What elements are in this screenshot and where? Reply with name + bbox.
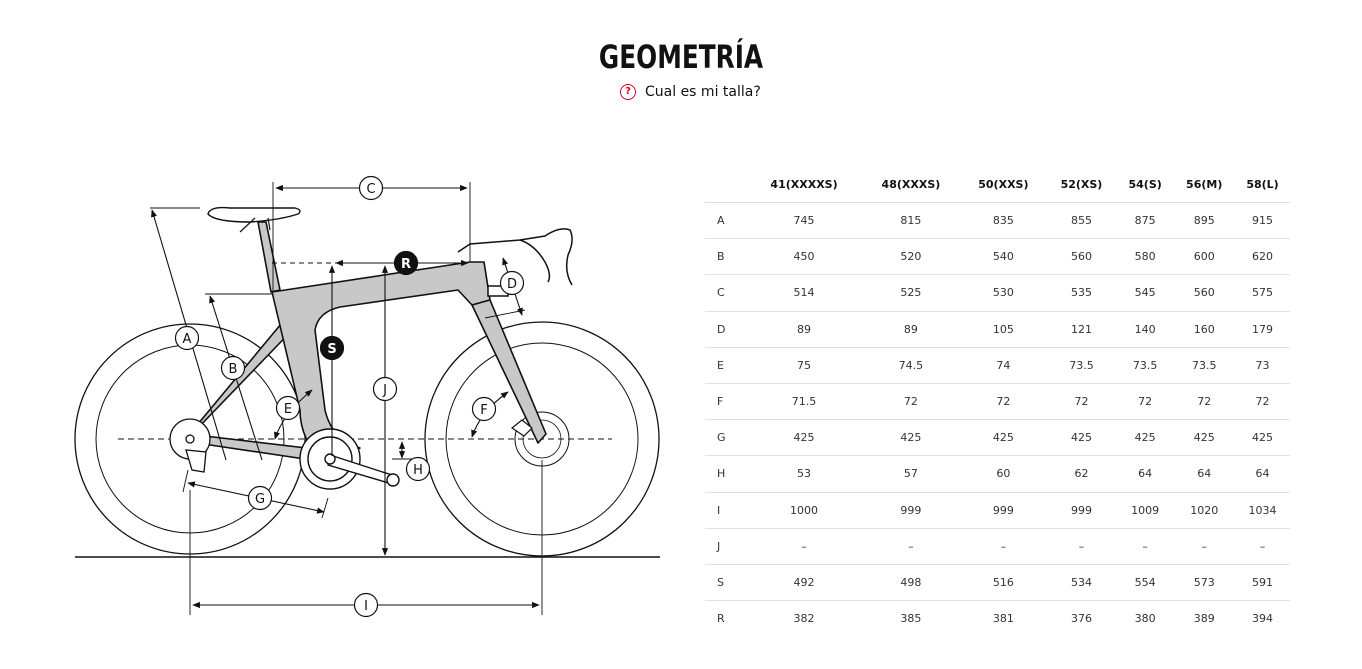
table-cell: 535 bbox=[1046, 275, 1117, 311]
table-row bbox=[705, 601, 1290, 637]
table-cell: 999 bbox=[961, 492, 1046, 528]
table-cell: – bbox=[1117, 528, 1174, 564]
table-cell: 516 bbox=[961, 564, 1046, 600]
row-label: C bbox=[705, 275, 747, 311]
svg-text:H: H bbox=[413, 463, 423, 478]
table-cell: 600 bbox=[1173, 239, 1235, 275]
rear-cassette bbox=[170, 419, 210, 472]
svg-text:F: F bbox=[480, 403, 488, 418]
table-cell: 545 bbox=[1117, 275, 1174, 311]
table-cell: 73.5 bbox=[1117, 347, 1174, 383]
table-row bbox=[705, 456, 1290, 492]
table-cell: 745 bbox=[747, 203, 861, 239]
table-cell: 394 bbox=[1252, 612, 1273, 626]
row-label: S bbox=[705, 564, 747, 600]
table-row bbox=[705, 347, 1290, 383]
table-cell: 73 bbox=[1235, 347, 1290, 383]
row-label: J bbox=[705, 528, 747, 564]
table-cell: 425 bbox=[861, 420, 961, 456]
table-cell: 514 bbox=[747, 275, 861, 311]
row-label: E bbox=[705, 347, 747, 383]
row-label: D bbox=[705, 311, 747, 347]
table-cell: 75 bbox=[747, 347, 861, 383]
page-title: GEOMETRÍA bbox=[598, 38, 764, 76]
table-cell: 1009 bbox=[1117, 492, 1174, 528]
svg-text:G: G bbox=[254, 492, 266, 507]
table-cell: 62 bbox=[1046, 456, 1117, 492]
dim-label-r bbox=[395, 252, 418, 275]
table-cell: 915 bbox=[1235, 203, 1290, 239]
table-cell: 72 bbox=[1173, 383, 1235, 419]
size-header: 54(S) bbox=[1117, 166, 1174, 203]
table-cell: 492 bbox=[747, 564, 861, 600]
svg-text:I: I bbox=[364, 599, 368, 614]
table-row bbox=[705, 311, 1290, 347]
dim-label-b bbox=[222, 357, 245, 380]
table-cell: 425 bbox=[1173, 420, 1235, 456]
svg-text:A: A bbox=[182, 332, 192, 347]
table-header-row bbox=[705, 166, 1290, 203]
size-header: 58(L) bbox=[1235, 166, 1290, 203]
table-cell: – bbox=[747, 528, 861, 564]
saddle bbox=[208, 208, 300, 222]
row-label: H bbox=[705, 456, 747, 492]
table-cell: 64 bbox=[1235, 456, 1290, 492]
table-cell: 74 bbox=[961, 347, 1046, 383]
dim-label-c bbox=[360, 177, 383, 200]
dim-label-g bbox=[249, 487, 272, 510]
table-cell: 554 bbox=[1117, 564, 1174, 600]
table-cell: 89 bbox=[861, 311, 961, 347]
table-body bbox=[705, 203, 1290, 637]
table-cell: 835 bbox=[961, 203, 1046, 239]
table-cell: 525 bbox=[861, 275, 961, 311]
dim-label-e bbox=[277, 397, 300, 420]
table-cell: 450 bbox=[747, 239, 861, 275]
table-cell: 73.5 bbox=[1173, 347, 1235, 383]
table-cell: 57 bbox=[861, 456, 961, 492]
size-header: 50(XXS) bbox=[961, 166, 1046, 203]
table-cell: 425 bbox=[1117, 420, 1174, 456]
table-row bbox=[705, 492, 1290, 528]
size-header: 52(XS) bbox=[1046, 166, 1117, 203]
table-cell: 575 bbox=[1235, 275, 1290, 311]
table-cell: 72 bbox=[961, 383, 1046, 419]
table-cell: 389 bbox=[1193, 612, 1215, 626]
table-cell: 382 bbox=[793, 612, 815, 626]
table-cell: 72 bbox=[1046, 383, 1117, 419]
size-header: 41(XXXXS) bbox=[747, 166, 861, 203]
table-cell: 73.5 bbox=[1046, 347, 1117, 383]
svg-text:C: C bbox=[366, 182, 376, 197]
table-cell: 160 bbox=[1173, 311, 1235, 347]
table-cell: 64 bbox=[1173, 456, 1235, 492]
table-cell: 381 bbox=[992, 612, 1014, 626]
table-cell: 895 bbox=[1173, 203, 1235, 239]
row-label: G bbox=[705, 420, 747, 456]
svg-text:S: S bbox=[327, 342, 337, 357]
svg-text:E: E bbox=[283, 402, 293, 417]
table-cell: – bbox=[1173, 528, 1235, 564]
table-row bbox=[705, 203, 1290, 239]
table-cell: 999 bbox=[861, 492, 961, 528]
bike-frame bbox=[188, 222, 546, 465]
table-cell: 425 bbox=[747, 420, 861, 456]
table-row bbox=[705, 528, 1290, 564]
svg-text:J: J bbox=[383, 383, 387, 398]
table-cell: 815 bbox=[861, 203, 961, 239]
table-cell: 498 bbox=[861, 564, 961, 600]
geometry-table bbox=[705, 166, 1290, 636]
dim-label-f bbox=[473, 398, 496, 421]
table-cell: 72 bbox=[861, 383, 961, 419]
table-cell: 534 bbox=[1046, 564, 1117, 600]
table-cell: 1034 bbox=[1235, 492, 1290, 528]
table-cell: – bbox=[1235, 528, 1290, 564]
svg-text:R: R bbox=[400, 257, 412, 272]
dim-label-i bbox=[355, 594, 378, 617]
table-cell: 591 bbox=[1235, 564, 1290, 600]
table-cell: 560 bbox=[1173, 275, 1235, 311]
table-cell: 74.5 bbox=[861, 347, 961, 383]
table-cell: 573 bbox=[1173, 564, 1235, 600]
table-cell: – bbox=[861, 528, 961, 564]
table-cell: 71.5 bbox=[747, 383, 861, 419]
table-row bbox=[705, 564, 1290, 600]
table-cell: 380 bbox=[1134, 612, 1156, 626]
table-cell: 376 bbox=[1070, 612, 1092, 626]
table-cell: 425 bbox=[1235, 420, 1290, 456]
question-icon: ? bbox=[620, 84, 636, 100]
table-row bbox=[705, 275, 1290, 311]
table-cell: 53 bbox=[747, 456, 861, 492]
table-cell: 64 bbox=[1117, 456, 1174, 492]
table-cell: 425 bbox=[1046, 420, 1117, 456]
table-cell: 385 bbox=[900, 612, 922, 626]
size-header: 56(M) bbox=[1173, 166, 1235, 203]
table-cell: 72 bbox=[1117, 383, 1174, 419]
svg-text:D: D bbox=[506, 277, 518, 292]
table-cell: 999 bbox=[1046, 492, 1117, 528]
svg-text:B: B bbox=[228, 362, 238, 377]
table-cell: – bbox=[961, 528, 1046, 564]
row-label: B bbox=[705, 239, 747, 275]
table-cell: 140 bbox=[1117, 311, 1174, 347]
table-cell: 560 bbox=[1046, 239, 1117, 275]
dim-label-a bbox=[176, 327, 199, 350]
table-cell: 72 bbox=[1235, 383, 1290, 419]
table-row bbox=[705, 383, 1290, 419]
row-label: R bbox=[717, 612, 725, 626]
dim-label-s bbox=[321, 337, 344, 360]
table-cell: 1020 bbox=[1173, 492, 1235, 528]
dim-label-d bbox=[501, 272, 524, 295]
table-cell: 425 bbox=[961, 420, 1046, 456]
table-cell: 620 bbox=[1235, 239, 1290, 275]
table-cell: 875 bbox=[1117, 203, 1174, 239]
table-cell: 1000 bbox=[747, 492, 861, 528]
row-label: A bbox=[705, 203, 747, 239]
table-cell: 105 bbox=[961, 311, 1046, 347]
row-label: F bbox=[705, 383, 747, 419]
table-cell: 540 bbox=[961, 239, 1046, 275]
header-label-cell bbox=[705, 166, 747, 203]
table-cell: 60 bbox=[961, 456, 1046, 492]
table-cell: 530 bbox=[961, 275, 1046, 311]
table-row bbox=[705, 239, 1290, 275]
table-cell: – bbox=[1046, 528, 1117, 564]
dim-label-h bbox=[407, 458, 430, 481]
size-guide-label: Cual es mi talla? bbox=[645, 84, 761, 100]
table-cell: 121 bbox=[1046, 311, 1117, 347]
table-row bbox=[705, 420, 1290, 456]
table-cell: 580 bbox=[1117, 239, 1174, 275]
row-label: I bbox=[705, 492, 747, 528]
table-cell: 89 bbox=[747, 311, 861, 347]
size-header: 48(XXXS) bbox=[861, 166, 961, 203]
table-cell: 179 bbox=[1235, 311, 1290, 347]
crankset bbox=[300, 429, 399, 489]
table-cell: 855 bbox=[1046, 203, 1117, 239]
table-cell: 520 bbox=[861, 239, 961, 275]
dim-label-j bbox=[374, 378, 397, 401]
